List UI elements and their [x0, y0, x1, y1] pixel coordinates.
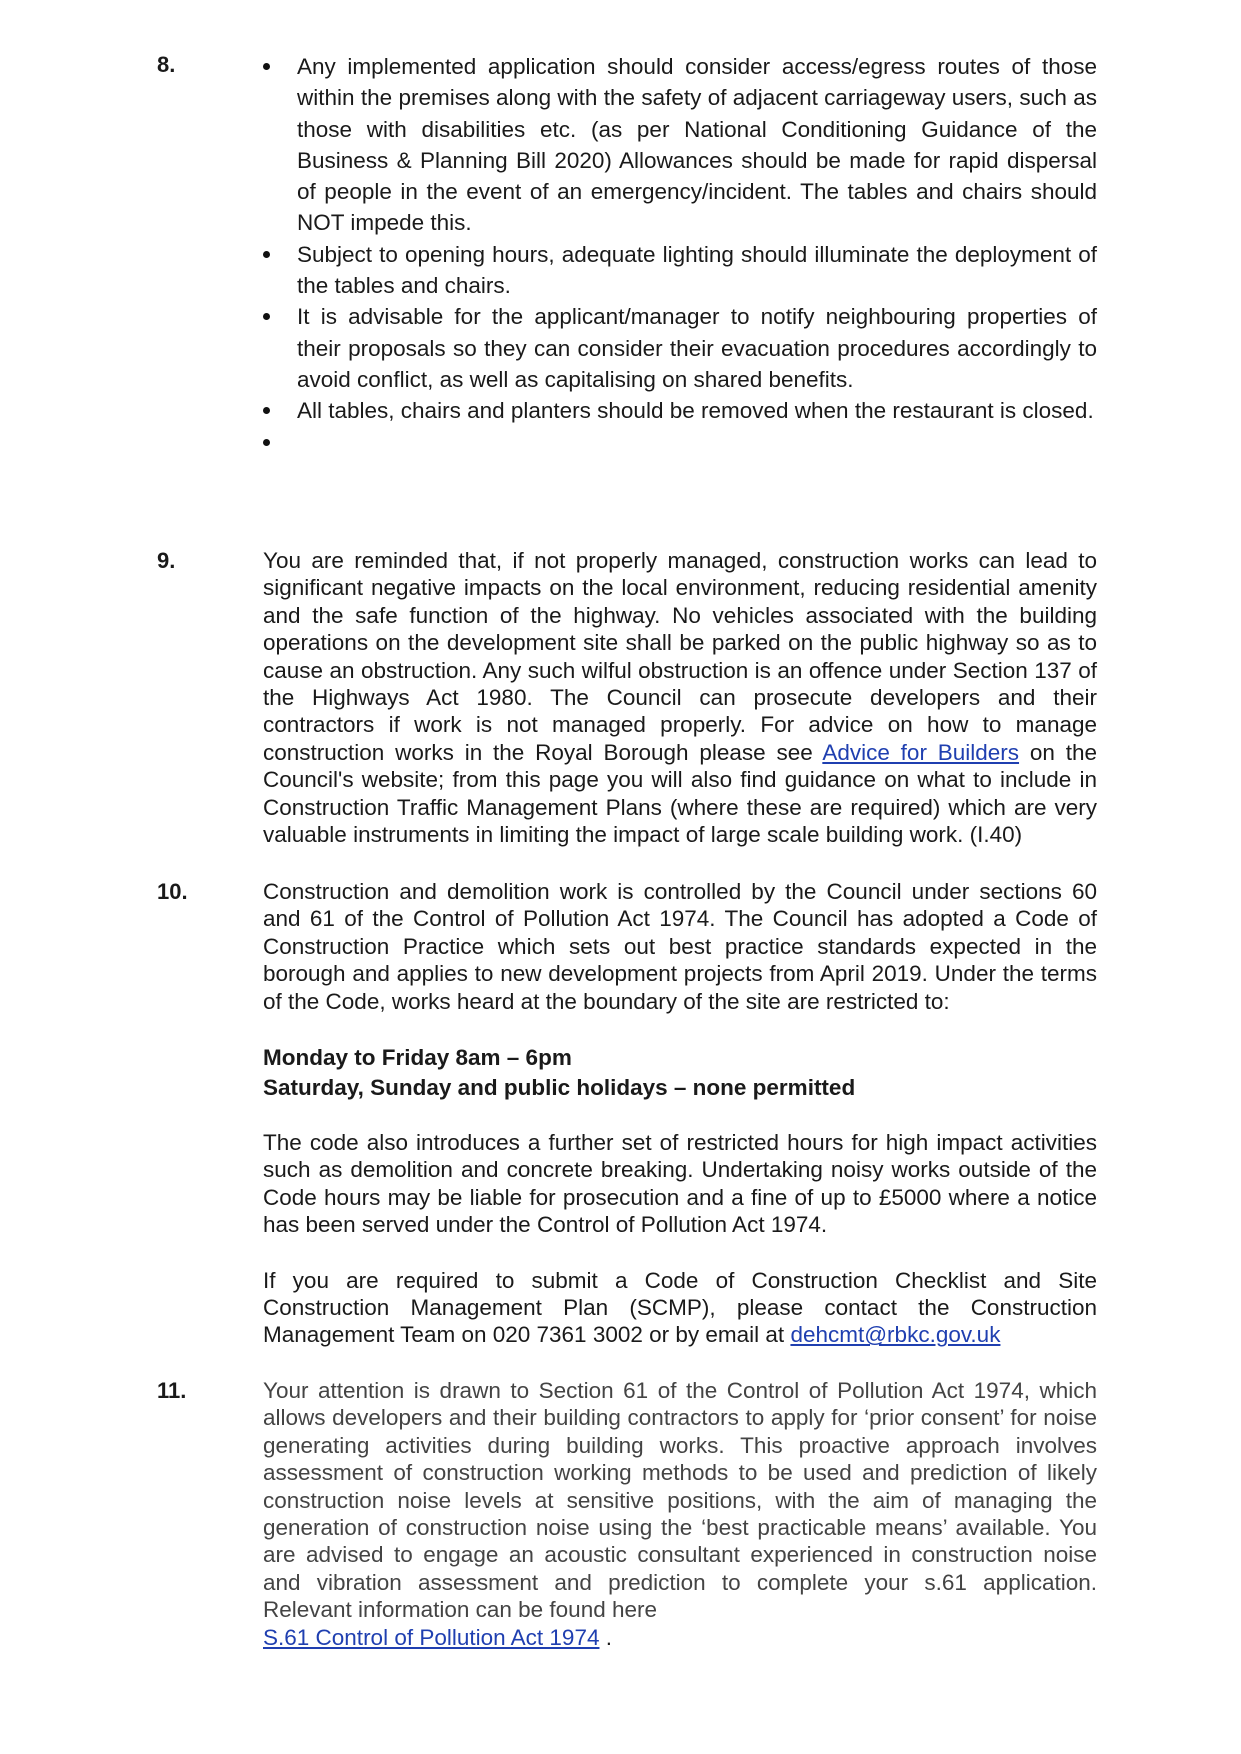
paragraph: Construction and demolition work is controlled by the Council under sections 60 and 61 of the Control of Pollution Act 1974. The Council has adopted a Code of Construction Practice which sets out best practice standards expected in the borough and applies to new development projects from April 2019. Under the terms of the Code, works heard at the boundary of the site are restricted to:	[263, 879, 1097, 1014]
paragraph	[263, 1267, 1097, 1349]
bullet-item: It is advisable for the applicant/manager to notify neighbouring properties of their proposals so they can consider their evacuation procedures accordingly to avoid conflict, as well as capitalising on shared benefits.	[263, 301, 1097, 395]
spacer	[263, 1103, 1097, 1129]
item-number: 9.	[157, 548, 176, 573]
link-line	[263, 1624, 1097, 1651]
item-body	[263, 51, 1097, 458]
advice-for-builders-link[interactable]: Advice for Builders	[822, 739, 1020, 765]
item-number: 8.	[157, 52, 176, 77]
item-body	[263, 1377, 1097, 1651]
spacer	[263, 1015, 1097, 1043]
bullet-list	[263, 51, 1097, 458]
bullet-item: All tables, chairs and planters should be removed when the restaurant is closed.	[263, 395, 1097, 426]
paragraph	[263, 547, 1097, 848]
paragraph-text: If you are required to submit a Code of Construction Checklist and Site Construction Management Plan (SCMP), please contact the Construction Management Team on 020 7361 3002 or by email at	[263, 1267, 1097, 1348]
paragraph-text: You are reminded that, if not properly managed, construction works can lead to significant negative impacts on the local environment, reducing residential amenity and the safe function of the highway. No vehicles associated with the building operations on the development site shall be parked on the public highway so as to cause an obstruction. Any such wilful obstruction is an offence under Section 137 of the Highways Act 1980. The Council can prosecute developers and their contractors if work is not managed properly. For advice on how to manage construction works in the Royal Borough please see	[263, 548, 1097, 765]
bullet-item: Subject to opening hours, adequate lighting should illuminate the deployment of the tables and chairs.	[263, 239, 1097, 302]
item-number: 11.	[157, 1378, 187, 1403]
paragraph: The code also introduces a further set of restricted hours for high impact activities such as demolition and concrete breaking. Undertaking noisy works outside of the Code hours may be liable for prosecution and a fine of up to £5000 where a notice has been served under the Control of Pollution Act 1974.	[263, 1130, 1097, 1238]
paragraph-text: on the Council's website; from this page you will also find guidance on what to include in Construction Traffic Management Plans (where these are required) which are very valuable instruments in limiting the impact of large scale building work. (I.40)	[263, 739, 1097, 848]
item-number: 10.	[157, 879, 188, 904]
email-link[interactable]: dehcmt@rbkc.gov.uk	[790, 1322, 1001, 1348]
item-body	[263, 878, 1097, 1349]
paragraph: Your attention is drawn to Section 61 of the Control of Pollution Act 1974, which allows developers and their building contractors to apply for ‘prior consent’ for noise generating activities during building works. This proactive approach involves assessment of construction working methods to be used and prediction of likely construction noise levels at sensitive positions, with the aim of managing the generation of construction noise using the ‘best practicable means’ available. You are advised to engage an acoustic consultant experienced in construction noise and vibration assessment and prediction to complete your s.61 application. Relevant information can be found here	[263, 1378, 1097, 1623]
bullet-item: Any implemented application should consider access/egress routes of those within the premises along with the safety of adjacent carriageway users, such as those with disabilities etc. (as per National Conditioning Guidance of the Business & Planning Bill 2020) Allowances should be made for rapid dispersal of people in the event of an emergency/incident. The tables and chairs should NOT impede this.	[263, 51, 1097, 239]
hours-weekend: Saturday, Sunday and public holidays – none permitted	[263, 1075, 856, 1101]
bullet-item-empty	[263, 427, 1097, 458]
item-body	[263, 547, 1097, 848]
link-suffix: .	[599, 1624, 612, 1650]
spacer	[263, 1239, 1097, 1267]
s61-control-of-pollution-act-link[interactable]: S.61 Control of Pollution Act 1974	[263, 1624, 600, 1650]
hours-weekday: Monday to Friday 8am – 6pm	[263, 1045, 572, 1071]
